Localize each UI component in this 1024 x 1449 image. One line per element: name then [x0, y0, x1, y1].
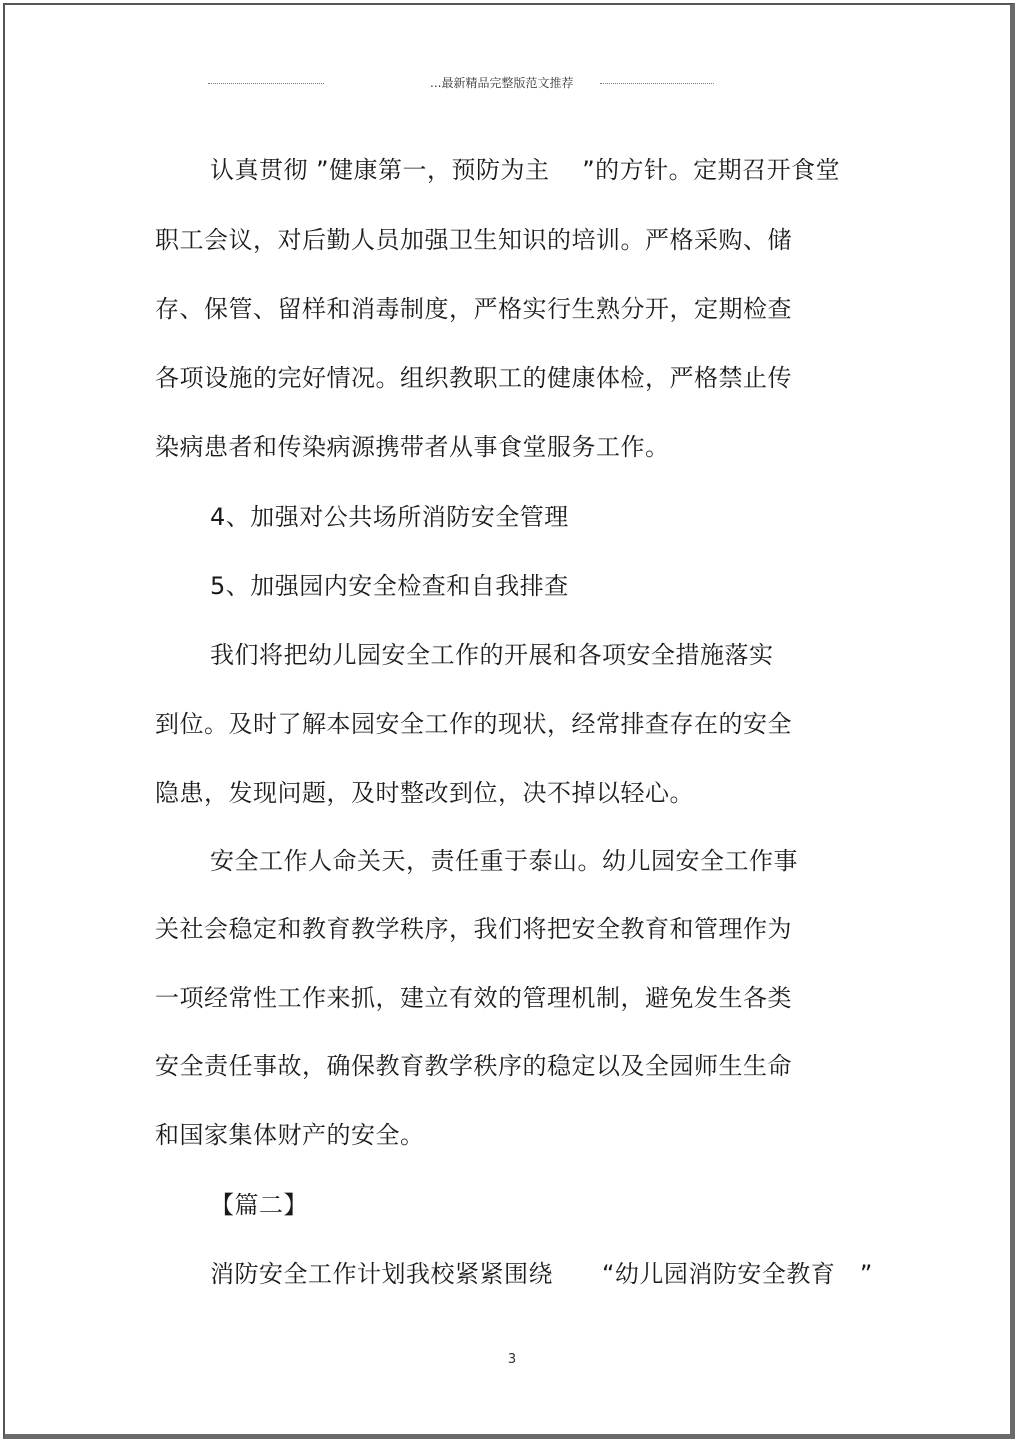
body-line-9: 到位。及时了解本园安全工作的现状，经常排查存在的安全 — [155, 710, 792, 738]
body-line-2: 职工会议，对后勤人员加强卫生知识的培训。严格采购、储 — [155, 226, 792, 254]
body-line-14: 安全责任事故，确保教育教学秩序的稳定以及全园师生生命 — [155, 1052, 792, 1080]
body-line-13: 一项经常性工作来抓，建立有效的管理机制，避免发生各类 — [155, 984, 792, 1012]
body-line-5: 染病患者和传染病源携带者从事食堂服务工作。 — [155, 433, 670, 461]
section-title-part-two: 【篇二】 — [210, 1191, 308, 1219]
body-line-12: 关社会稳定和教育教学秩序，我们将把安全教育和管理作为 — [155, 915, 792, 943]
page-number: 3 — [507, 1352, 517, 1367]
body-line-15: 和国家集体财产的安全。 — [155, 1121, 425, 1149]
section-heading-4: 4、加强对公共场所消防安全管理 — [210, 503, 569, 531]
body-line-17: 消防安全工作计划我校紧紧围绕 “幼儿园消防安全教育 ” — [210, 1260, 873, 1288]
header-left-rule — [208, 83, 324, 84]
page-header — [208, 74, 714, 92]
body-line-4: 各项设施的完好情况。组织教职工的健康体检，严格禁止传 — [155, 364, 792, 392]
body-line-11: 安全工作人命关天，责任重于泰山。幼儿园安全工作事 — [210, 847, 798, 875]
body-line-8: 我们将把幼儿园安全工作的开展和各项安全措施落实 — [210, 641, 774, 669]
body-line-10: 隐患，发现问题，及时整改到位，决不掉以轻心。 — [155, 779, 694, 807]
header-text: ...最新精品完整版范文推荐 — [430, 76, 574, 90]
body-line-3: 存、保管、留样和消毒制度，严格实行生熟分开，定期检查 — [155, 295, 792, 323]
header-right-rule — [600, 83, 714, 84]
body-line-1: 认真贯彻 ”健康第一，预防为主 ”的方针。定期召开食堂 — [210, 156, 841, 184]
section-heading-5: 5、加强园内安全检查和自我排查 — [210, 572, 569, 600]
